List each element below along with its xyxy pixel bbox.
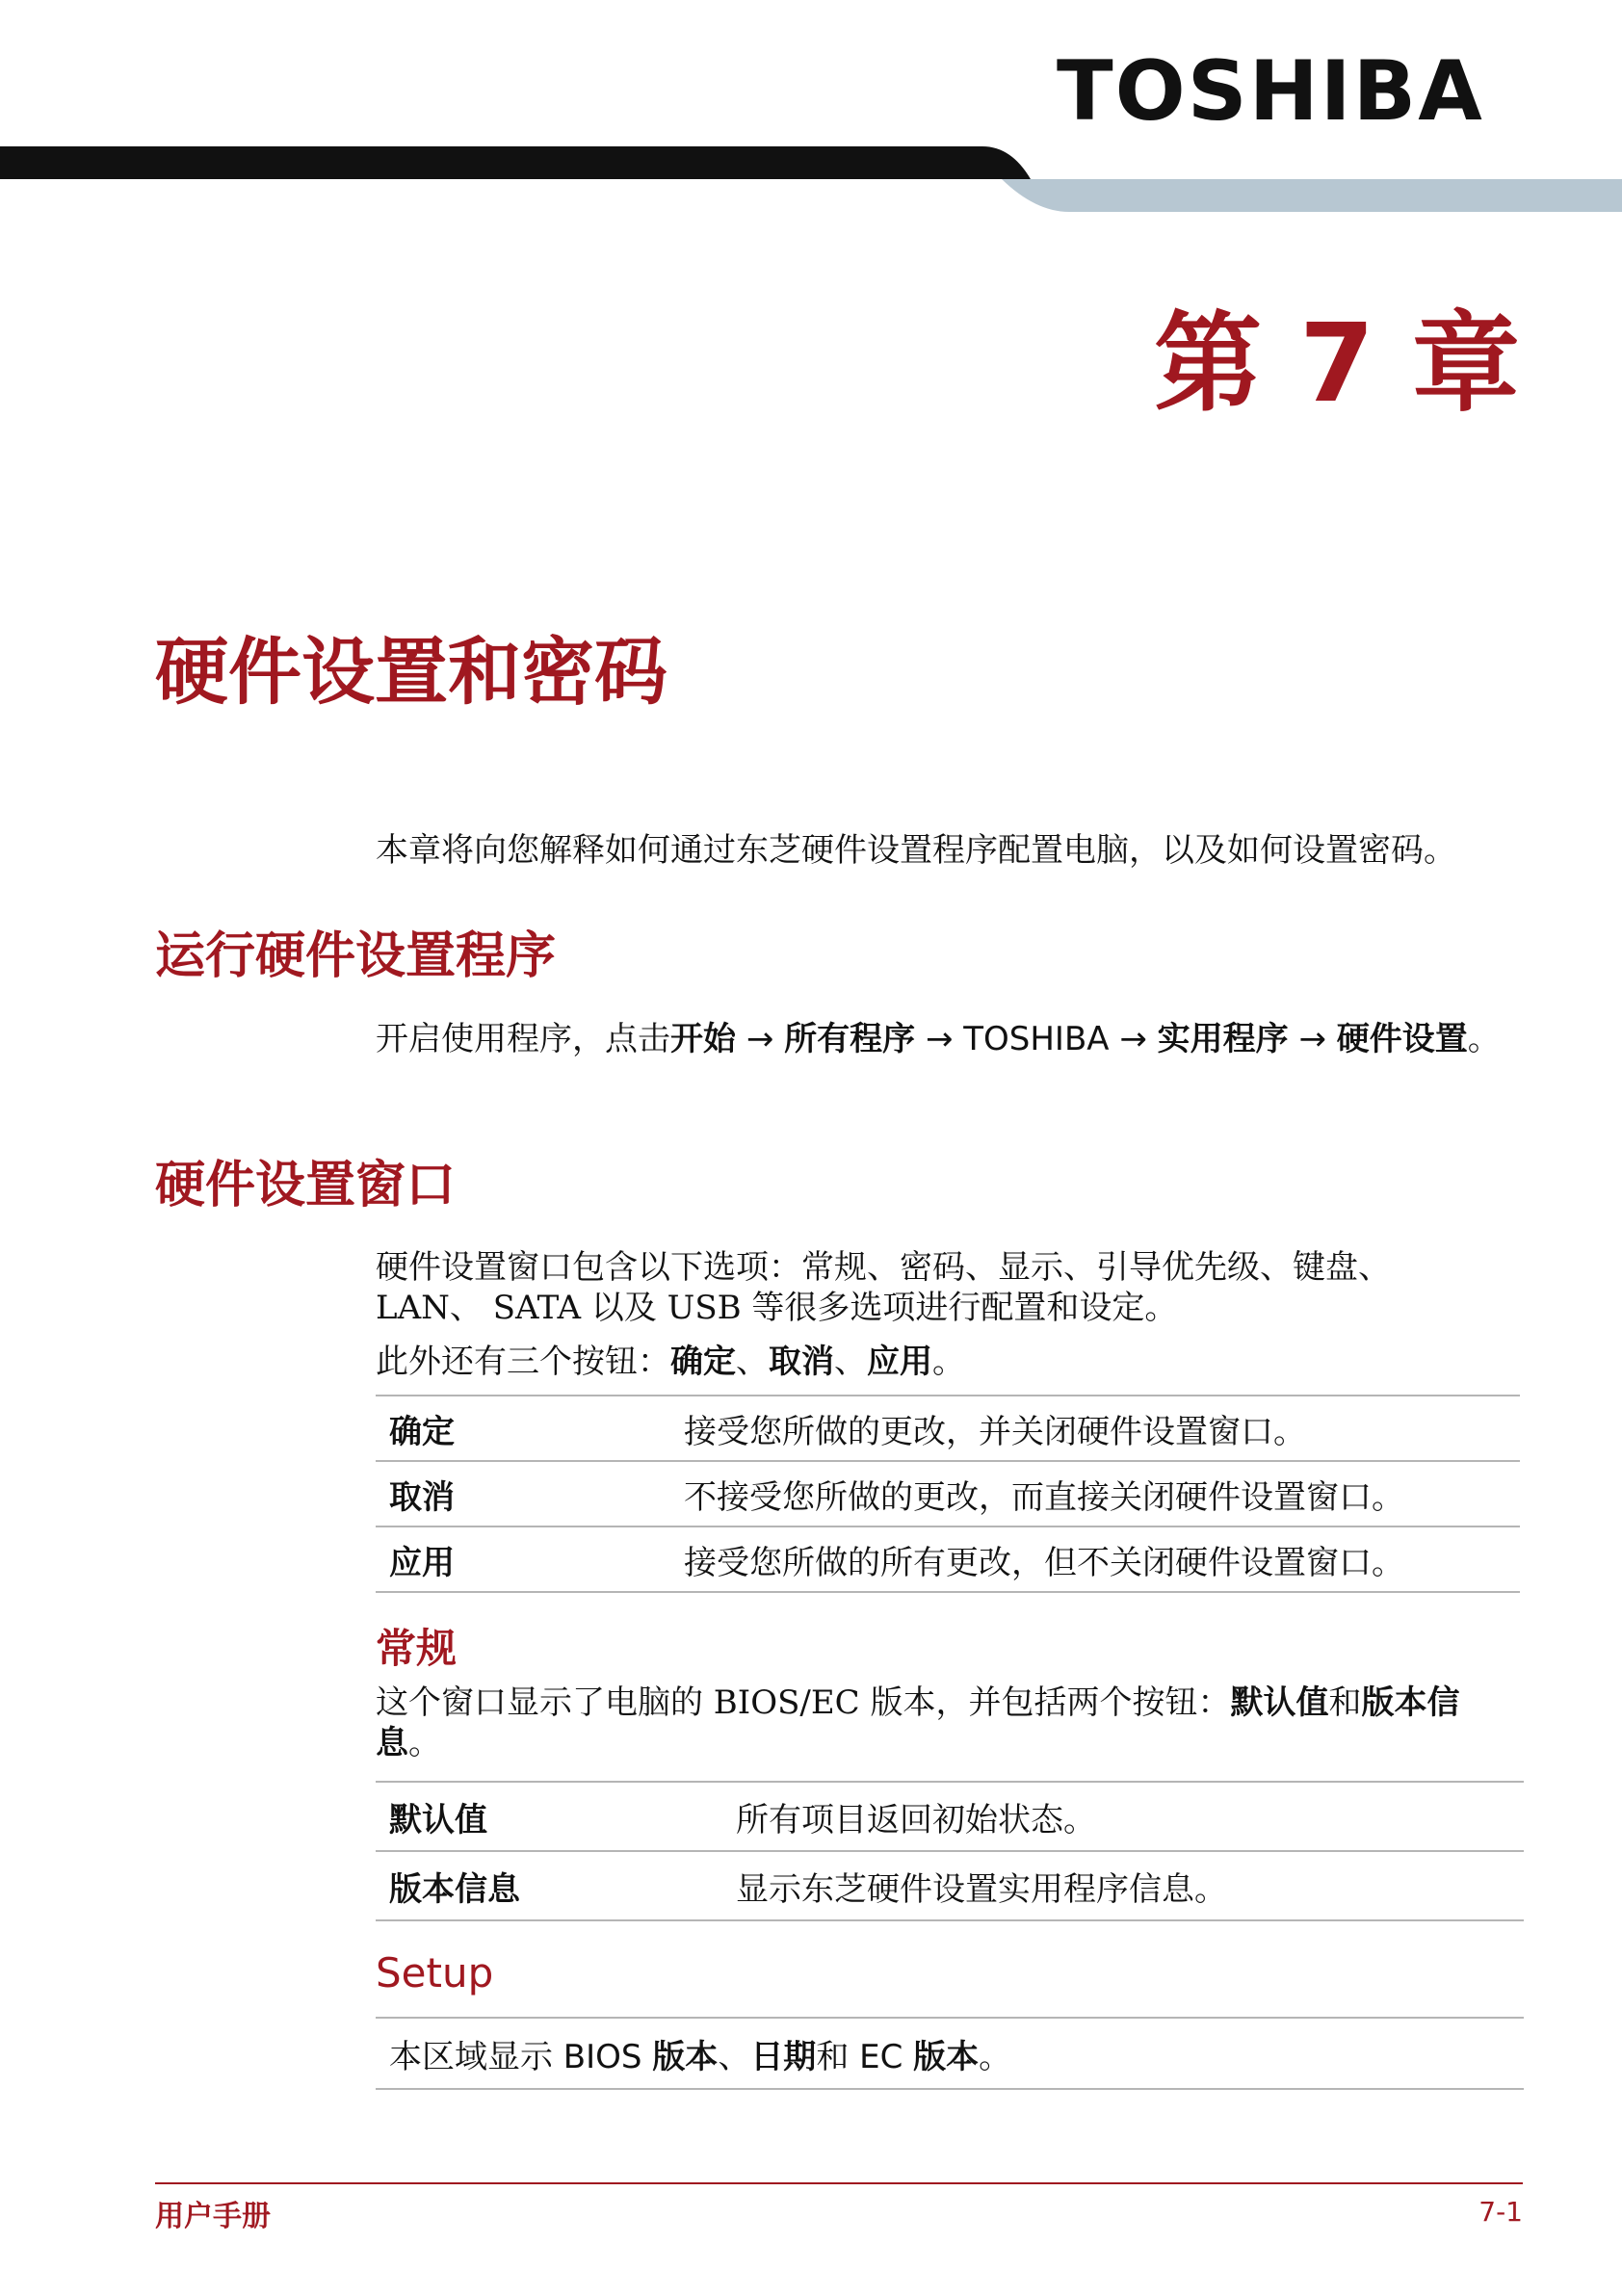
- run-text-prefix: 开启使用程序，点击: [376, 1020, 670, 1058]
- table-row: [376, 1462, 1520, 1527]
- buttons-paragraph: [376, 1342, 1531, 1382]
- table-row: [376, 1852, 1524, 1921]
- period: 。: [408, 1724, 441, 1762]
- run-setup-paragraph: [376, 1019, 1522, 1059]
- and-text: 和: [1328, 1683, 1362, 1722]
- general-table: [376, 1781, 1524, 1921]
- table-row: [376, 1396, 1520, 1462]
- arrow-icon: →: [746, 1020, 774, 1058]
- table-cell-label: 应用: [389, 1543, 455, 1582]
- version-info-label: 版本信息: [376, 1683, 1460, 1762]
- table-cell-desc: 所有项目返回初始状态。: [736, 1800, 1096, 1839]
- period: 。: [979, 2037, 1012, 2076]
- path-hw-setup: 硬件设置: [1336, 1020, 1468, 1058]
- arrow-icon: →: [1119, 1020, 1147, 1058]
- arrow-icon: →: [925, 1020, 954, 1058]
- heading-setup-window: 硬件设置窗口: [155, 1157, 457, 1214]
- heading-setup: Setup: [376, 1949, 494, 1996]
- table-cell-desc: 接受您所做的更改，并关闭硬件设置窗口。: [684, 1412, 1306, 1451]
- chapter-number: 第 7 章: [1154, 301, 1520, 427]
- path-toshiba: TOSHIBA: [963, 1020, 1110, 1058]
- table-row: [376, 2019, 1524, 2090]
- heading-run-setup: 运行硬件设置程序: [155, 927, 557, 985]
- separator: 、: [834, 1343, 867, 1381]
- table-cell-desc: 显示东芝硬件设置实用程序信息。: [736, 1869, 1227, 1909]
- buttons-prefix: 此外还有三个按钮：: [376, 1343, 670, 1381]
- table-cell-label: 取消: [389, 1477, 455, 1517]
- footer-manual-label: 用户手册: [155, 2200, 271, 2233]
- setup-table: [376, 2017, 1524, 2090]
- table-cell-label: 版本信息: [389, 1869, 520, 1909]
- table-cell-desc: 接受您所做的所有更改，但不关闭硬件设置窗口。: [684, 1543, 1404, 1582]
- separator: 、: [736, 1343, 769, 1381]
- table-row: [376, 1783, 1524, 1852]
- table-cell-label: 默认值: [389, 1800, 487, 1839]
- path-all-programs: 所有程序: [784, 1020, 916, 1058]
- table-cell-label: 确定: [389, 1412, 455, 1451]
- arrow-icon: →: [1298, 1020, 1326, 1058]
- ok-label: 确定: [670, 1343, 736, 1381]
- brand-logo: TOSHIBA: [1057, 43, 1484, 140]
- date-label: 日期: [750, 2037, 817, 2076]
- general-paragraph: [376, 1683, 1512, 1763]
- setup-text-prefix: 本区域显示 BIOS: [389, 2037, 653, 2076]
- cancel-label: 取消: [769, 1343, 834, 1381]
- table-cell-desc: 不接受您所做的更改，而直接关闭硬件设置窗口。: [684, 1477, 1404, 1517]
- separator: 、: [718, 2037, 751, 2076]
- header-bar: [0, 135, 1622, 222]
- page-title: 硬件设置和密码: [155, 629, 667, 715]
- period: 。: [932, 1343, 965, 1381]
- buttons-table: [376, 1395, 1520, 1593]
- apply-label: 应用: [867, 1343, 932, 1381]
- setup-description: [376, 2030, 1011, 2077]
- path-start: 开始: [670, 1020, 736, 1058]
- heading-general: 常规: [376, 1625, 458, 1672]
- bios-version-label: 版本: [652, 2037, 719, 2076]
- path-utilities: 实用程序: [1157, 1020, 1289, 1058]
- page-number: 7-1: [1478, 2196, 1523, 2228]
- and-ec-text: 和 EC: [816, 2037, 914, 2076]
- intro-paragraph: 本章将向您解释如何通过东芝硬件设置程序配置电脑，以及如何设置密码。: [376, 831, 1456, 870]
- setup-window-paragraph: 硬件设置窗口包含以下选项：常规、密码、显示、引导优先级、键盘、LAN、 SATA 以及 USB 等很多选项进行配置和设定。: [376, 1248, 1391, 1327]
- footer-rule: [155, 2182, 1523, 2184]
- run-text-suffix: 。: [1467, 1020, 1501, 1058]
- general-text-prefix: 这个窗口显示了电脑的 BIOS/EC 版本，并包括两个按钮：: [376, 1683, 1231, 1722]
- table-row: [376, 1527, 1520, 1593]
- default-label: 默认值: [1230, 1683, 1329, 1722]
- ec-version-label: 版本: [913, 2037, 980, 2076]
